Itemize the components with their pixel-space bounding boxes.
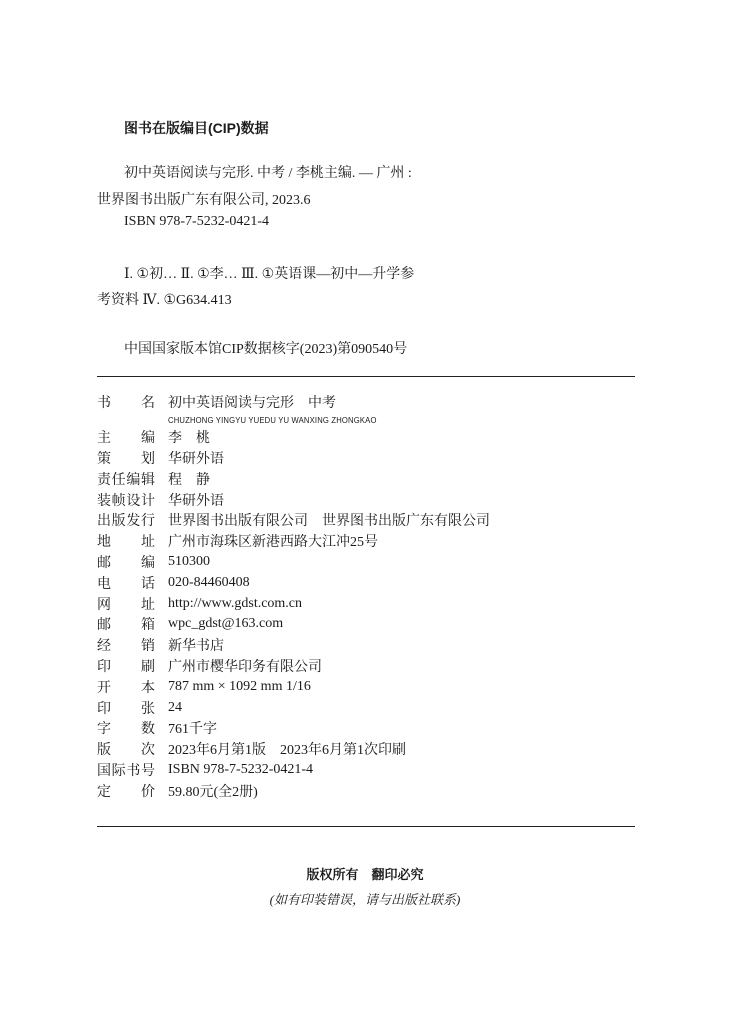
- info-label: 地 址: [97, 535, 155, 551]
- info-value: 华研外语: [168, 451, 224, 467]
- info-row: [97, 572, 637, 593]
- info-label: 装帧设计: [97, 493, 155, 509]
- info-row: [97, 739, 637, 760]
- info-label: 书 名: [97, 396, 155, 412]
- info-value: 程 静: [168, 472, 210, 488]
- info-label: 出版发行: [97, 514, 155, 530]
- info-value: 787 mm × 1092 mm 1/16: [168, 678, 311, 694]
- info-row: [97, 760, 637, 781]
- cip-line-2: 世界图书出版广东有限公司, 2023.6: [97, 193, 311, 208]
- bottom-rule: [97, 826, 635, 827]
- info-row: [97, 656, 637, 677]
- info-table: [97, 392, 637, 801]
- info-row: [97, 635, 637, 656]
- info-label: 策 划: [97, 451, 155, 467]
- cip-line-6: 中国国家版本馆CIP数据核字(2023)第090540号: [124, 342, 408, 357]
- info-label: 定 价: [97, 784, 155, 800]
- info-row: [97, 448, 637, 469]
- info-row: [97, 427, 637, 448]
- info-label: 网 址: [97, 597, 155, 613]
- info-row: [97, 468, 637, 489]
- cip-line-5: 考资料 Ⅳ. ①G634.413: [97, 293, 232, 308]
- info-value: 广州市樱华印务有限公司: [168, 659, 322, 675]
- info-label: 版 次: [97, 743, 155, 759]
- info-value: 初中英语阅读与完形 中考: [168, 396, 336, 412]
- info-row-pinyin: [97, 413, 637, 427]
- info-row: [97, 718, 637, 739]
- info-value: 华研外语: [168, 493, 224, 509]
- info-value: 广州市海珠区新港西路大江冲25号: [168, 535, 378, 551]
- info-value: 510300: [168, 553, 210, 569]
- info-row-title: [97, 392, 637, 413]
- info-label: 邮 箱: [97, 618, 155, 634]
- info-row: [97, 676, 637, 697]
- pinyin-title: CHUZHONG YINGYU YUEDU YU WANXING ZHONGKAO: [168, 414, 377, 425]
- info-label: 责任编辑: [97, 472, 155, 488]
- cip-line-1: 初中英语阅读与完形. 中考 / 李桃主编. — 广州 :: [124, 166, 412, 181]
- info-label: 邮 编: [97, 555, 155, 571]
- info-row: [97, 780, 637, 801]
- info-row: [97, 593, 637, 614]
- info-row: [97, 614, 637, 635]
- info-label: 印 刷: [97, 659, 155, 675]
- cip-heading: 图书在版编目(CIP)数据: [124, 120, 269, 136]
- info-label: 经 销: [97, 639, 155, 655]
- info-row: [97, 697, 637, 718]
- copyright-notice: 版权所有 翻印必究: [306, 867, 424, 882]
- info-label: 国际书号: [97, 763, 155, 779]
- info-label: 字 数: [97, 722, 155, 738]
- info-label: 电 话: [97, 576, 155, 592]
- info-value: http://www.gdst.com.cn: [168, 595, 303, 611]
- info-value: wpc_gdst@163.com: [168, 616, 284, 632]
- misprint-note: (如有印装错误，请与出版社联系): [269, 892, 461, 907]
- info-value: 59.80元(全2册): [168, 784, 258, 800]
- info-label: 开 本: [97, 680, 155, 696]
- info-row: [97, 552, 637, 573]
- info-value: 020-84460408: [168, 574, 250, 590]
- info-row: [97, 510, 637, 531]
- info-value: 李 桃: [168, 431, 210, 447]
- info-value: 761千字: [168, 722, 217, 738]
- info-row: [97, 531, 637, 552]
- info-label: 主 编: [97, 431, 155, 447]
- info-row: [97, 489, 637, 510]
- cip-line-4: Ⅰ. ①初… Ⅱ. ①李… Ⅲ. ①英语课—初中—升学参: [124, 267, 415, 282]
- top-rule: [97, 376, 635, 377]
- info-value: 24: [168, 699, 182, 715]
- info-value: 新华书店: [168, 639, 224, 655]
- info-value: 2023年6月第1版 2023年6月第1次印刷: [168, 743, 406, 759]
- cip-line-3: ISBN 978-7-5232-0421-4: [124, 214, 270, 229]
- info-value: ISBN 978-7-5232-0421-4: [168, 761, 314, 777]
- info-value: 世界图书出版有限公司 世界图书出版广东有限公司: [168, 514, 490, 530]
- info-label: 印 张: [97, 701, 155, 717]
